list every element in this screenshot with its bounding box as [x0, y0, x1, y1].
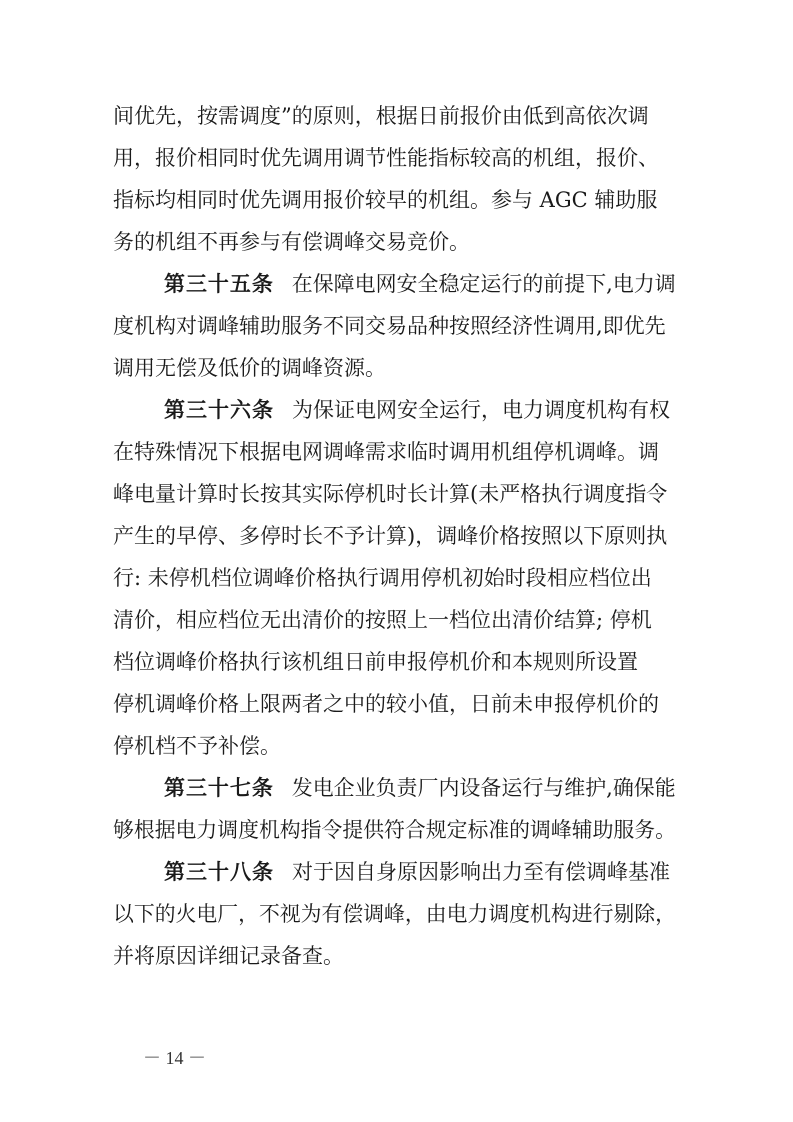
line-text: 并将原因详细记录备查。 [113, 944, 344, 968]
article-35-first-line [0, 264, 793, 304]
line-text: 间优先，按需调度”的原则，根据日前报价由低到高依次调 [113, 104, 649, 128]
text-line [0, 810, 793, 850]
page-number: － 14 － [143, 1048, 206, 1068]
line-text: 档位调峰价格执行该机组日前申报停机价和本规则所设置 [113, 650, 638, 674]
line-text: 够根据电力调度机构指令提供符合规定标准的调峰辅助服务。 [113, 818, 676, 842]
text-line [0, 558, 793, 598]
text-line [0, 726, 793, 766]
line-text: 停机档不予补偿。 [113, 734, 281, 758]
text-line [0, 600, 793, 640]
text-line [0, 642, 793, 682]
text-line [0, 894, 793, 934]
line-text: 务的机组不再参与有偿调峰交易竞价。 [113, 230, 470, 254]
text-line [0, 474, 793, 514]
line-text: 行: 未停机档位调峰价格执行调用停机初始时段相应档位出 [113, 566, 652, 590]
text-line [0, 306, 793, 346]
text-line [0, 138, 793, 178]
line-text: 停机调峰价格上限两者之中的较小值，日前未申报停机价的 [113, 692, 659, 716]
article-heading-35: 第三十五条 [164, 272, 274, 296]
line-text: 对于因自身原因影响出力至有偿调峰基准 [292, 860, 670, 884]
article-38-first-line [0, 852, 793, 892]
text-line [0, 936, 793, 976]
line-text: 为保证电网安全运行，电力调度机构有权 [292, 398, 670, 422]
line-text: 指标均相同时优先调用报价较早的机组。参与 AGC 辅助服 [113, 188, 658, 212]
line-text: 产生的早停、多停时长不予计算)，调峰价格按照以下原则执 [113, 524, 668, 548]
line-text: 峰电量计算时长按其实际停机时长计算(未严格执行调度指令 [113, 482, 668, 506]
line-text: 在特殊情况下根据电网调峰需求临时调用机组停机调峰。调 [113, 440, 659, 464]
article-heading-37: 第三十七条 [164, 776, 274, 800]
line-text: 发电企业负责厂内设备运行与维护,确保能 [291, 776, 676, 800]
text-line [0, 348, 793, 388]
article-heading-38: 第三十八条 [164, 860, 274, 884]
line-text: 以下的火电厂，不视为有偿调峰，由电力调度机构进行剔除， [113, 902, 676, 926]
line-text: 用，报价相同时优先调用调节性能指标较高的机组，报价、 [113, 146, 659, 170]
text-line [0, 684, 793, 724]
text-line [0, 432, 793, 472]
text-line [0, 96, 793, 136]
text-line [0, 180, 793, 220]
line-text: 清价，相应档位无出清价的按照上一档位出清价结算; 停机 [113, 608, 652, 632]
text-line [0, 516, 793, 556]
text-line [0, 222, 793, 262]
line-text: 在保障电网安全稳定运行的前提下,电力调 [291, 272, 676, 296]
line-text: 调用无偿及低价的调峰资源。 [113, 356, 386, 380]
article-37-first-line [0, 768, 793, 808]
article-36-first-line [0, 390, 793, 430]
line-text: 度机构对调峰辅助服务不同交易品种按照经济性调用,即优先 [113, 314, 666, 338]
article-heading-36: 第三十六条 [164, 398, 274, 422]
